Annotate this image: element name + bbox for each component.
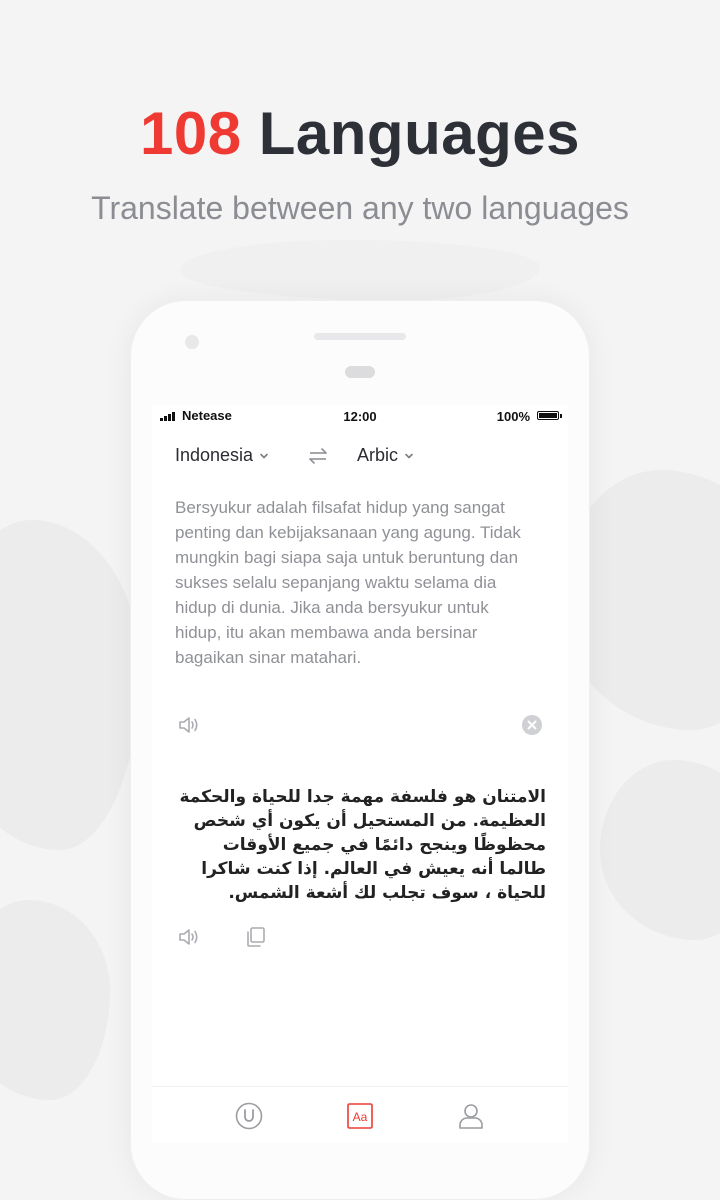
battery-icon: [537, 411, 559, 420]
copy-icon[interactable]: [244, 926, 266, 948]
speaker-icon[interactable]: [177, 926, 201, 948]
earpiece-speaker: [314, 333, 406, 340]
headline-number: 108: [139, 100, 242, 167]
target-language-selector[interactable]: [357, 445, 414, 466]
phone-screen: [152, 405, 568, 1143]
svg-text:Aa: Aa: [352, 1110, 368, 1124]
status-bar: [152, 405, 568, 429]
aa-translate-icon[interactable]: [345, 1101, 375, 1131]
source-language-selector[interactable]: [175, 445, 269, 466]
carrier-name: Netease: [182, 408, 232, 423]
chevron-down-icon: [259, 451, 269, 461]
u-circle-icon[interactable]: [234, 1101, 264, 1131]
proximity-sensor: [345, 366, 375, 378]
speaker-icon[interactable]: [177, 714, 201, 736]
front-camera: [185, 335, 199, 349]
swap-arrows-icon[interactable]: [308, 447, 328, 465]
page-headline: [0, 98, 720, 170]
translation-output: الامتنان هو فلسفة مهمة جدا للحياة والحكمة العظيمة. من المستحيل أن يكون أي شخص محظوظًا وينجح دائمًا في جميع الأوقات طالما أنه يعيش في العالم. إذا كنت شاكرا للحياة ، سوف تجلب لك أشعة الشمس.: [179, 787, 546, 903]
bottom-tab-bar: [152, 1086, 568, 1143]
battery-percentage: 100%: [496, 409, 530, 424]
profile-icon[interactable]: [456, 1101, 486, 1131]
source-text-input[interactable]: Bersyukur adalah filsafat hidup yang sangat penting dan kebijaksanaan yang agung. Tidak mungkin bagi siapa saja untuk beruntung dan sukses selalu sepanjang waktu selama dia hidup di dunia. Jika anda bersyukur untuk hidup, itu akan membawa anda bersinar bagaikan sinar matahari.: [175, 498, 521, 667]
language-bar: [152, 441, 568, 471]
source-language-label: Indonesia: [175, 445, 254, 465]
target-language-label: Arbic: [357, 445, 399, 465]
status-time: 12:00: [343, 409, 377, 424]
page-subtitle: Translate between any two languages: [91, 190, 629, 226]
headline-word: Languages: [258, 100, 580, 167]
clear-icon[interactable]: [521, 714, 543, 736]
chevron-down-icon: [404, 451, 414, 461]
